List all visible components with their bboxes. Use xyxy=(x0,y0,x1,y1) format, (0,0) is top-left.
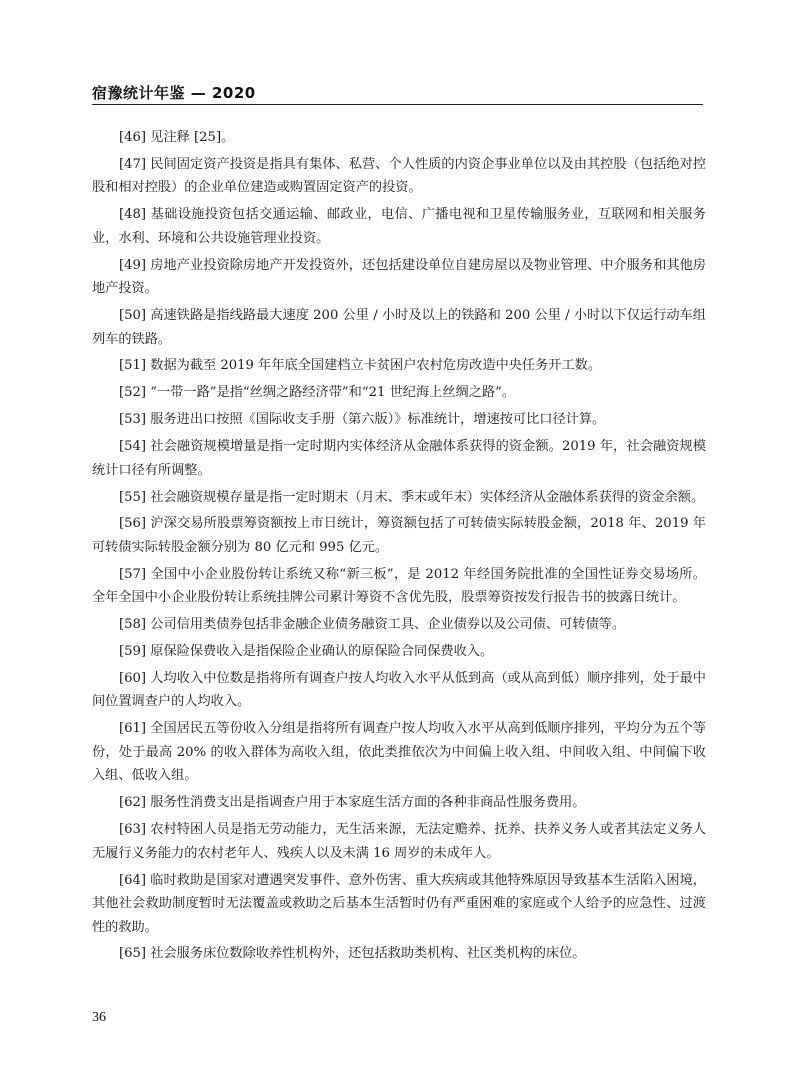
note-57: [57] 全国中小企业股份转让系统又称“新三板”，是 2012 年经国务院批准的全国性证券交易场所。全年全国中小企业股份转让系统挂牌公司累计筹资不含优先股，股票筹资按发行报告书的披露日统计。 xyxy=(92,566,706,606)
note-46: [46] 见注释 [25]。 xyxy=(119,130,235,145)
note-64: [64] 临时救助是国家对遭遇突发事件、意外伤害、重大疾病或其他特殊原因导致基本生活陷入困境，其他社会救助制度暂时无法覆盖或救助之后基本生活暂时仍有严重困难的家庭或个人给予的应急性、过渡性的救助。 xyxy=(92,872,706,935)
note-54: [54] 社会融资规模增量是指一定时期内实体经济从金融体系获得的资金额。2019 年，社会融资规模统计口径有所调整。 xyxy=(92,439,706,478)
note-52: [52] “一带一路”是指“丝绸之路经济带”和“21 世纪海上丝绸之路”。 xyxy=(119,385,515,401)
note-56: [56] 沪深交易所股票筹资额按上市日统计，筹资额包括了可转债实际转股金额，2018 年、2019 年可转债实际转股金额分别为 80 亿元和 995 亿元。 xyxy=(92,516,706,555)
note-58: [58] 公司信用类债券包括非金融企业债务融资工具、企业债券以及公司债、可转债等。 xyxy=(119,617,626,633)
note-62: [62] 服务性消费支出是指调查户用于本家庭生活方面的各种非商品性服务费用。 xyxy=(119,795,586,811)
note-50: [50] 高速铁路是指线路最大速度 200 公里 / 小时及以上的铁路和 200 公里 / 小时以下仅运行动车组列车的铁路。 xyxy=(92,308,706,347)
note-51: [51] 数据为截至 2019 年年底全国建档立卡贫困户农村危房改造中央任务开工数。 xyxy=(119,358,602,374)
note-48: [48] 基础设施投资包括交通运输、邮政业，电信、广播电视和卫星传输服务业，互联网和相关服务业，水利、环境和公共设施管理业投资。 xyxy=(92,207,706,246)
notes-section xyxy=(92,126,706,969)
note-59: [59] 原保险保费收入是指保险企业确认的原保险合同保费收入。 xyxy=(119,644,494,660)
note-60: [60] 人均收入中位数是指将所有调查户按人均收入水平从低到高（或从高到低）顺序排列，处于最中间位置调查户的人均收入。 xyxy=(92,670,706,710)
note-49: [49] 房地产业投资除房地产开发投资外，还包括建设单位自建房屋以及物业管理、中介服务和其他房地产投资。 xyxy=(92,257,706,297)
header-divider xyxy=(92,104,703,105)
note-47: [47] 民间固定资产投资是指具有集体、私营、个人性质的内资企事业单位以及由其控股（包括绝对控股和相对控股）的企业单位建造或购置固定资产的投资。 xyxy=(92,156,706,196)
note-55: [55] 社会融资规模存量是指一定时期末（月末、季末或年末）实体经济从金融体系获得的资金余额。 xyxy=(119,489,705,505)
running-header-title: 宿豫统计年鉴 — 2020 xyxy=(92,84,256,102)
page-number: 36 xyxy=(92,1010,106,1025)
note-63: [63] 农村特困人员是指无劳动能力，无生活来源，无法定赡养、抚养、扶养义务人或者其法定义务人无履行义务能力的农村老年人、残疾人以及未满 16 周岁的未成年人。 xyxy=(92,822,706,861)
note-61: [61] 全国居民五等份收入分组是指将所有调查户按人均收入水平从高到低顺序排列，平均分为五个等份，处于最高 20% 的收入群体为高收入组，依此类推依次为中间偏上收入组、中间收入组、中间偏下收入组、低收入组。 xyxy=(92,721,706,784)
note-53: [53] 服务进出口按照《国际收支手册（第六版）》标准统计，增速按可比口径计算。 xyxy=(119,412,606,428)
note-65: [65] 社会服务床位数除收养性机构外，还包括救助类机构、社区类机构的床位。 xyxy=(119,946,586,962)
